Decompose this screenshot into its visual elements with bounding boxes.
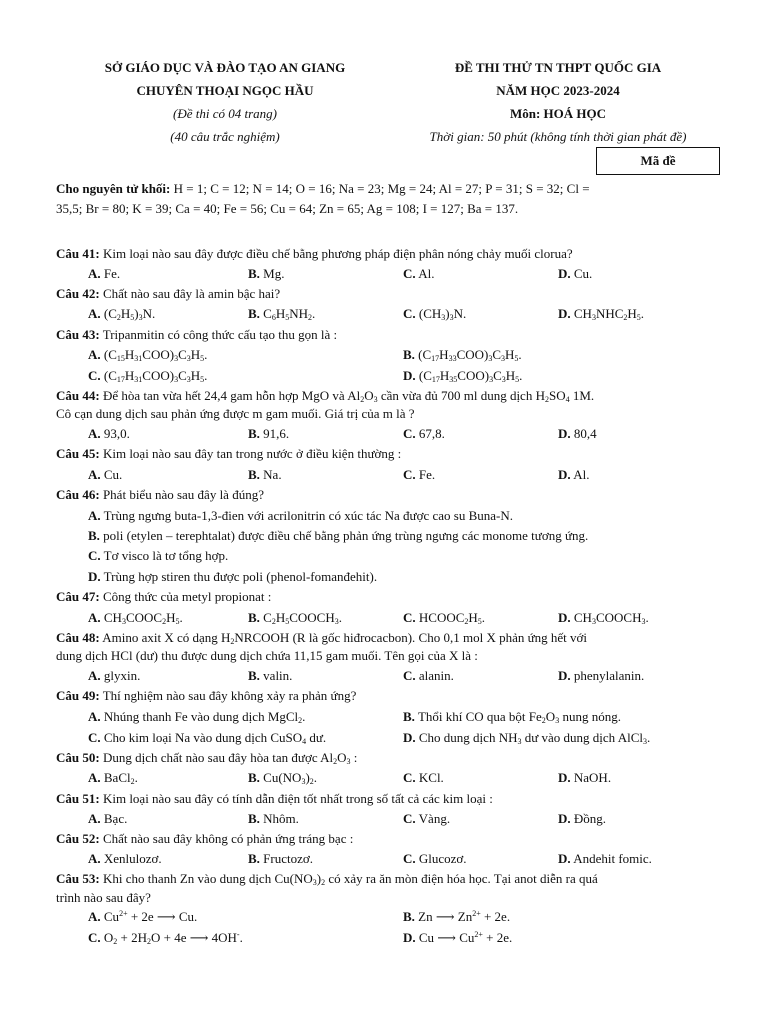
option-d[interactable]: D. Al.: [558, 467, 590, 482]
option-a[interactable]: A. 93,0.: [88, 426, 130, 441]
question-label: Câu 45:: [56, 446, 100, 461]
question-text-2: cần vừa đủ 700 ml dung dịch H: [380, 388, 545, 403]
question-text-2: NRCOOH (R là gốc hiđrocacbon). Cho 0,1 mol X phản ứng hết với: [234, 630, 588, 645]
option-text: KCl.: [418, 770, 444, 785]
option-c[interactable]: C. KCl.: [403, 770, 444, 785]
question-label: Câu 53:: [56, 871, 100, 886]
question-label: Câu 47:: [56, 589, 100, 604]
option-text: Cho dung dịch NH: [418, 730, 518, 745]
option-text: Nhúng thanh Fe vào dung dịch MgCl: [103, 709, 299, 724]
option-text: 67,8.: [418, 426, 445, 441]
question-count-note: (40 câu trắc nghiệm): [170, 129, 280, 144]
option-text: Cu.: [103, 467, 123, 482]
option-d[interactable]: D. 80,4: [558, 426, 597, 441]
exam-title: ĐỀ THI THỬ TN THPT QUỐC GIA: [454, 60, 662, 75]
option-text: Bạc.: [103, 811, 128, 826]
option-c[interactable]: C. Al.: [403, 266, 435, 281]
option-a[interactable]: A. $(C_{15}H_{31}COO)_3C_3H_5$.: [88, 347, 208, 363]
option-text: BaCl: [103, 770, 131, 785]
option-b[interactable]: B. $C_2H_5COOCH_3$.: [248, 610, 342, 626]
question-text: Dung dịch chất nào sau đây hòa tan được Al: [102, 750, 334, 765]
question-52: [56, 829, 353, 848]
option-text: 91,6.: [263, 426, 290, 441]
question-43: [56, 325, 337, 344]
atomic-masses-values: H = 1; C = 12; N = 14; O = 16; Na = 23; Mg = 24; Al = 27; P = 31; S = 32; Cl =: [173, 181, 590, 196]
question-text: Amino axit X có dạng H: [102, 630, 231, 645]
option-text: NaOH.: [573, 770, 612, 785]
question-label: Câu 49:: [56, 688, 100, 703]
question-text: Công thức của metyl propionat :: [102, 589, 272, 604]
question-text-3: 1M.: [572, 388, 595, 403]
question-53-line2: trình nào sau đây?: [56, 890, 151, 905]
option-b[interactable]: B. Nhôm.: [248, 811, 299, 826]
option-text: Fe.: [103, 266, 121, 281]
option-c[interactable]: C. 67,8.: [403, 426, 445, 441]
question-label: Câu 52:: [56, 831, 100, 846]
question-label: Câu 42:: [56, 286, 100, 301]
option-text: Fructozơ.: [263, 851, 314, 866]
question-49: [56, 686, 356, 705]
option-text: glyxin.: [103, 668, 141, 683]
question-text: Kim loại nào sau đây tan trong nước ở điều kiện thường :: [102, 446, 402, 461]
option-text: Thổi khí CO qua bột Fe: [417, 709, 542, 724]
exam-code-box: Mã đề: [596, 147, 720, 175]
option-a[interactable]: A. $CH_3COOC_2H_5$.: [88, 610, 183, 626]
option-text: valin.: [263, 668, 293, 683]
question-label: Câu 41:: [56, 246, 100, 261]
option-b[interactable]: B. Fructozơ.: [248, 851, 314, 866]
option-text: Cho kim loại Na vào dung dịch CuSO: [103, 730, 303, 745]
option-d[interactable]: D. Cu ⟶ $Cu^{2+} + 2e$.: [403, 930, 513, 945]
option-text: Trùng hợp stiren thu được poli (phenol-fomanđehit).: [103, 569, 378, 584]
option-text: Glucozơ.: [418, 851, 467, 866]
question-48-line2: dung dịch HCl (dư) thu được dung dịch chứa 11,15 gam muối. Tên gọi của X là :: [56, 648, 478, 663]
header-left: [60, 56, 390, 148]
option-text: poli (etylen – terephtalat) được điều chế bằng phản ứng trùng ngưng các monome tương ứng.: [103, 528, 589, 543]
option-c[interactable]: C. Tơ visco là tơ tổng hợp.: [88, 548, 229, 563]
option-a[interactable]: A. $(C_2H_5)_3N$.: [88, 306, 156, 322]
option-d[interactable]: D. Andehit fomic.: [558, 851, 652, 866]
option-text: Mg.: [263, 266, 285, 281]
option-b[interactable]: B. Thổi khí CO qua bột $Fe_2O_3$ nung nóng.: [403, 709, 621, 725]
option-d[interactable]: D. NaOH.: [558, 770, 612, 785]
option-text-2: dư.: [309, 730, 327, 745]
option-c[interactable]: C. Vàng.: [403, 811, 451, 826]
option-b[interactable]: B. Na.: [248, 467, 282, 482]
atomic-masses-label: Cho nguyên tử khối:: [56, 181, 171, 196]
option-text: Al.: [418, 266, 435, 281]
question-41: [56, 244, 573, 263]
question-label: Câu 48:: [56, 630, 100, 645]
option-d[interactable]: D. $CH_3COOCH_3$.: [558, 610, 649, 626]
subject: Môn: HOÁ HỌC: [509, 106, 607, 121]
option-a[interactable]: A. glyxin.: [88, 668, 141, 683]
option-text: Đồng.: [573, 811, 607, 826]
option-b[interactable]: B. $C_6H_5NH_2$.: [248, 306, 316, 322]
question-label: Câu 51:: [56, 791, 100, 806]
option-text: Trùng ngưng buta-1,3-đien với acrilonitrin có xúc tác Na được cao su Buna-N.: [103, 508, 513, 523]
option-d[interactable]: D. Trùng hợp stiren thu được poli (phenol-fomanđehit).: [88, 569, 378, 584]
option-d[interactable]: D. Cho dung dịch $NH_3$ dư vào dung dịch AlCl$_3$.: [403, 730, 651, 746]
question-label: Câu 50:: [56, 750, 100, 765]
option-c[interactable]: C. Fe.: [403, 467, 436, 482]
question-53: Câu 53: Khi cho thanh Zn vào dung dịch $Cu(NO_3)_2$ có xảy ra ăn mòn điện hóa học. Tại anot diễn ra quá: [56, 871, 598, 887]
school-year: NĂM HỌC 2023-2024: [496, 83, 620, 98]
option-text: Andehit fomic.: [573, 851, 652, 866]
option-text: 93,0.: [103, 426, 130, 441]
option-d[interactable]: D. Cu.: [558, 266, 593, 281]
option-text: Na.: [263, 467, 282, 482]
question-text-2: có xảy ra ăn mòn điện hóa học. Tại anot diễn ra quá: [328, 871, 598, 886]
question-44-line2: Cô cạn dung dịch sau phản ứng được m gam muối. Giá trị của m là ?: [56, 406, 415, 421]
option-a[interactable]: A. Bạc.: [88, 811, 128, 826]
option-a[interactable]: A. Cu.: [88, 467, 123, 482]
question-label: Câu 43:: [56, 327, 100, 342]
option-text: 80,4: [573, 426, 597, 441]
option-b[interactable]: B. Mg.: [248, 266, 285, 281]
option-a[interactable]: A. Trùng ngưng buta-1,3-đien với acrilonitrin có xúc tác Na được cao su Buna-N.: [88, 508, 513, 523]
question-42: [56, 284, 280, 303]
option-b[interactable]: B. Zn ⟶ $Zn^{2+} + 2e$.: [403, 909, 511, 924]
option-d[interactable]: D. phenylalanin.: [558, 668, 645, 683]
question-text: Chất nào sau đây là amin bậc hai?: [102, 286, 281, 301]
option-d[interactable]: D. $(C_{17}H_{35}COO)_3C_3H_5$.: [403, 368, 523, 384]
option-a[interactable]: A. Fe.: [88, 266, 121, 281]
option-d[interactable]: D. $CH_3NHC_2H_5$.: [558, 306, 645, 322]
question-text: Chất nào sau đây không có phản ứng tráng bạc :: [102, 831, 354, 846]
question-51: [56, 789, 493, 808]
option-c[interactable]: C. $O_2 + 2H_2O + 4e$ ⟶ 4OH-.: [88, 930, 243, 946]
option-text-2: nung nóng.: [562, 709, 621, 724]
option-text-2: dư vào dung dịch AlCl: [524, 730, 643, 745]
atomic-masses-line2: 35,5; Br = 80; K = 39; Ca = 40; Fe = 56; Cu = 64; Zn = 65; Ag = 108; I = 127; Ba = 137.: [56, 201, 519, 216]
option-c[interactable]: C. alanin.: [403, 668, 454, 683]
department-name: SỞ GIÁO DỤC VÀ ĐÀO TẠO AN GIANG: [104, 60, 346, 75]
header-right: [388, 56, 728, 148]
option-text: Nhôm.: [263, 811, 299, 826]
question-44: Câu 44: Để hòa tan vừa hết 24,4 gam hỗn hợp MgO và $Al_2O_3$ cần vừa đủ 700 ml dung dịch $H_2SO_4$ 1M.: [56, 388, 595, 404]
question-text: Khi cho thanh Zn vào dung dịch Cu(NO: [102, 871, 313, 886]
atomic-masses-line1: [56, 179, 716, 199]
question-text: Thí nghiệm nào sau đây không xảy ra phản ứng?: [102, 688, 357, 703]
question-50: Câu 50: Dung dịch chất nào sau đây hòa tan được $Al_2O_3$ :: [56, 750, 358, 766]
question-46: [56, 485, 264, 504]
question-text: Phát biểu nào sau đây là đúng?: [102, 487, 264, 502]
option-b[interactable]: B. poli (etylen – terephtalat) được điều chế bằng phản ứng trùng ngưng các monome tương ứng.: [88, 528, 589, 543]
option-text: Fe.: [418, 467, 436, 482]
option-a[interactable]: A. Xenlulozơ.: [88, 851, 162, 866]
option-text: Vàng.: [418, 811, 451, 826]
question-label: Câu 44:: [56, 388, 100, 403]
time-limit: Thời gian: 50 phút (không tính thời gian phát đề): [429, 129, 687, 144]
option-d[interactable]: D. Đồng.: [558, 811, 607, 826]
option-a[interactable]: A. $Cu^{2+} + 2e$ ⟶ Cu.: [88, 909, 198, 924]
option-b[interactable]: B. 91,6.: [248, 426, 290, 441]
option-text: Al.: [573, 467, 590, 482]
option-text: Tơ visco là tơ tổng hợp.: [103, 548, 229, 563]
option-b[interactable]: B. $Cu(NO_3)_2$.: [248, 770, 318, 786]
question-text: Kim loại nào sau đây có tính dẫn điện tốt nhất trong số tất cả các kim loại :: [102, 791, 493, 806]
option-text: phenylalanin.: [573, 668, 645, 683]
page-count-note: (Đề thi có 04 trang): [173, 106, 277, 121]
question-47: [56, 587, 271, 606]
option-text: alanin.: [418, 668, 454, 683]
question-text: Tripanmitin có công thức cấu tạo thu gọn là :: [102, 327, 338, 342]
option-c[interactable]: C. $(CH_3)_3N$.: [403, 306, 467, 322]
question-text: Kim loại nào sau đây được điều chế bằng phương pháp điện phân nóng chảy muối clorua?: [102, 246, 573, 261]
option-c[interactable]: C. Glucozơ.: [403, 851, 467, 866]
question-text: Để hòa tan vừa hết 24,4 gam hỗn hợp MgO và Al: [102, 388, 361, 403]
option-b[interactable]: B. $(C_{17}H_{33}COO)_3C_3H_5$.: [403, 347, 522, 363]
option-c[interactable]: C. $(C_{17}H_{31}COO)_3C_3H_5$.: [88, 368, 208, 384]
question-45: [56, 444, 401, 463]
option-text: Xenlulozơ.: [103, 851, 162, 866]
question-48: Câu 48: Amino axit X có dạng $H_2NRCOOH$ (R là gốc hiđrocacbon). Cho 0,1 mol X phản ứng hết với: [56, 630, 588, 646]
option-a[interactable]: A. Nhúng thanh Fe vào dung dịch MgCl$_2$.: [88, 709, 306, 725]
option-a[interactable]: A. BaCl$_2$.: [88, 770, 138, 786]
option-c[interactable]: C. Cho kim loại Na vào dung dịch CuSO$_4$ dư.: [88, 730, 327, 746]
option-b[interactable]: B. valin.: [248, 668, 293, 683]
option-text: Cu.: [573, 266, 593, 281]
question-label: Câu 46:: [56, 487, 100, 502]
school-name: CHUYÊN THOẠI NGỌC HẦU: [136, 83, 314, 98]
option-c[interactable]: C. $HCOOC_2H_5$.: [403, 610, 486, 626]
